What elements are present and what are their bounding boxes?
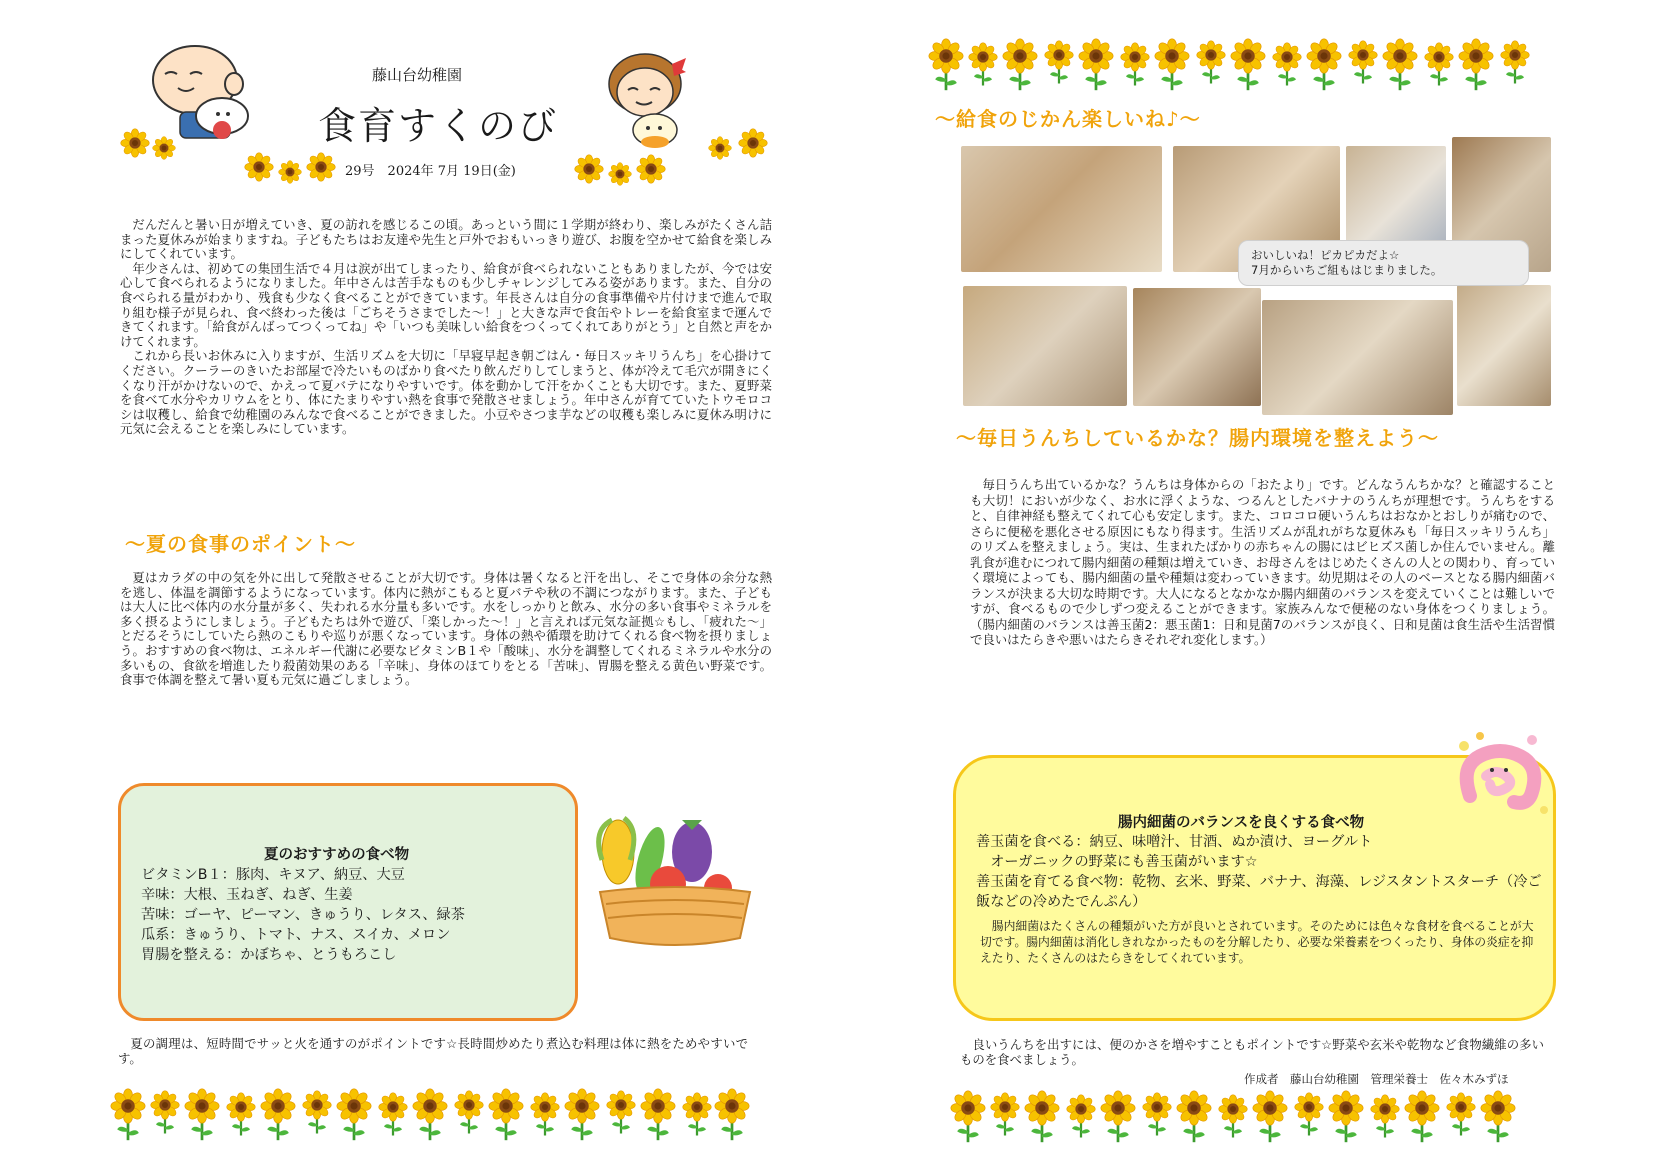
sunflower-icon (738, 128, 768, 158)
summer-meal-paragraph: 夏はカラダの中の気を外に出して発散させることが大切です。身体は暑くなると汗を出し、そこで身体の余分な熱を逃し、体温を調節するようになっています。体内に熱がこもると夏バテや秋の不調につながります。また、子どもは大人に比べ体内の水分量が多く、失われる水分量も多いです。水をしっかりと飲み、水分の多い食事やミネラルを多く摂るようにしましょう。子どもたちは外で遊び、「楽しかった～！」と言えれば元気な証拠☆もし、「疲れた～」とだるそうにしていたら熱のこもりや巡りが悪くなっています。身体の熱や循環を助けてくれる食べ物を摂りましょう。おすすめの食べ物は、エネルギー代謝に必要なビタミンB１や「酸味」、水分を調整してくれるミネラルや水分の多いもの、食欲を増進したり殺菌効果のある「辛味」、身体のほてりをとる「苦味」、胃腸を整える黄色い野菜です。食事で体調を整えて暑い夏も元気に過ごしましょう。 (120, 570, 772, 688)
lunch-photo (1262, 300, 1453, 415)
gut-food-list (976, 832, 1542, 912)
cooking-tip-paragraph: 夏の調理は、短時間でサッと火を通すのがポイントです☆長時間炒めたり煮込む料理は体に熱をためやすいです。 (118, 1036, 748, 1066)
intro-paragraph: これから長いお休みに入りますが、生活リズムを大切に「早寝早起き朝ごはん・毎日スッキリうんち」を心掛けてください。クーラーのきいたお部屋で冷たいものばかり食べたり飲んだりしてしまうと、体が冷えて毛穴が開きにくくなり汗がかけないので、かえって夏バテになりやすいです。体を動かして汗をかくことも大切です。また、夏野菜を食べて水分やカリウムをとり、体にたまりやすい熱を食事で発散させましょう。年中さんが育てていたトウモロコシは収穫し、給食で幼稚園のみんなで食べることができました。小豆やさつま芋などの収穫も楽しみに夏休み明けに元気に会えることを楽しみにしています。 (120, 348, 772, 437)
school-name: 藤山台幼稚園 (372, 66, 463, 84)
intro-text (120, 218, 772, 437)
fiber-tip-paragraph: 良いうんちを出すには、便のかさを増やすこともポイントです☆野菜や玄米や乾物など食物繊維の多いものを食べましょう。 (960, 1037, 1544, 1067)
list-item: 辛味：大根、玉ねぎ、ねぎ、生姜 (141, 887, 353, 903)
sunflower-icon (608, 162, 632, 186)
sunflower-icon (244, 152, 274, 182)
intro-paragraph: 年少さんは、初めての集団生活で４月は涙が出てしまったり、給食が食べられないこともありましたが、今では安心して食べられるようになりました。年中さんは苦手なものも少しチャレンジしてみる姿があります。また、自分の食べられる量がわかり、残食も少なく食べることができています。年長さんは自分の食事準備や片付けまで進んで取り組む様子が見られ、食べ終わった後は「ごちそうさまでした～！」と大きな声で食缶やトレーを給食室まで運んできてくれます。「給食がんばってつくってね」や「いつも美味しい給食をつくってくれてありがとう」と自然と声をかけてくれます。 (120, 260, 772, 349)
sunflower-icon (306, 152, 336, 182)
summer-food-list (141, 865, 465, 965)
speech-bubble (1238, 240, 1529, 286)
bubble-line: おいしいね！ピカピカだよ☆ (1251, 248, 1400, 262)
vegetable-basket-illustration (590, 800, 760, 950)
sunflower-border-bottom-left (110, 1088, 750, 1132)
sunflower-border-bottom-right (950, 1090, 1550, 1134)
intestine-illustration (1450, 726, 1550, 826)
list-item: 善玉菌を食べる：納豆、味噌汁、甘酒、ぬか漬け、ヨーグルト (976, 834, 1373, 850)
newsletter-title: 食育すくのび (318, 104, 559, 148)
issue-date: 29号 2024年 7月 19日(金) (345, 164, 516, 179)
girl-mascot-illustration (600, 52, 700, 152)
sunflower-icon (120, 128, 150, 158)
gut-paragraph: 毎日うんち出ているかな？うんちは身体からの「おたより」です。どんなうんちかな？と確認することも大切！においが少なく、お水に浮くような、つるんとしたバナナのうんちが理想です。うんちをすると、自律神経も整えてくれて心も安定します。また、コロコロ硬いうんちはおなかとおしりが痛むので、さらに便秘を悪化させる原因にもなり得ます。生活リズムが乱れがちな夏休みも「毎日スッキリうんち」のリズムを整えましょう。実は、生まれたばかりの赤ちゃんの腸にはビヒズス菌しか住んでいません。離乳食が進むにつれて腸内細菌の種類は増えていき、お母さんをはじめたくさんの人との関わり、育っていく環境によっても、腸内細菌の量や種類は変わっていきます。幼児期はその人のベースとなる腸内細菌バランスが決まる大切な時期です。大人になるとなかなか腸内細菌のバランスを変えていくことは難しいですが、食べるもので少しずつ変えることができます。家族みんなで便秘のない身体をつくりましょう。（腸内細菌のバランスは善玉菌2：悪玉菌1：日和見菌7のバランスが良く、日和見菌は食生活や生活習慣で良いはたらきや悪いはたらきそれぞれ変化します。） (970, 477, 1555, 647)
gut-heading: ～毎日うんちしているかな？腸内環境を整えよう～ (956, 426, 1439, 450)
list-item: 瓜系：きゅうり、トマト、ナス、スイカ、メロン (141, 927, 451, 943)
gut-text (970, 477, 1555, 648)
intro-paragraph: だんだんと暑い日が増えていき、夏の訪れを感じるこの頃。あっという間に１学期が終わり、楽しみがたくさん詰まった夏休みが始まりますね。子どもたちはお友達や先生と戸外でおもいっきり遊び、お腹を空かせて給食を楽しみにしてくれています。 (120, 217, 772, 262)
sunflower-icon (574, 154, 604, 184)
lunch-photo (1457, 285, 1551, 406)
list-item: オーガニックの野菜にも善玉菌がいます☆ (976, 854, 1258, 870)
fiber-tip-text (960, 1038, 1544, 1067)
summer-meal-heading: ～夏の食事のポイント～ (125, 532, 356, 556)
lunch-photo (963, 286, 1127, 406)
sunflower-icon (708, 136, 732, 160)
list-item: 善玉菌を育てる食べ物：乾物、玄米、野菜、バナナ、海藻、レジスタントスターチ（冷ご飯などの冷めたでんぷん） (976, 874, 1542, 910)
list-item: 苦味：ゴーヤ、ピーマン、きゅうり、レタス、緑茶 (141, 907, 465, 923)
sunflower-border-top-right (928, 38, 1548, 82)
gut-food-box-title: 腸内細菌のバランスを良くする食べ物 (1118, 815, 1365, 831)
summer-food-box (118, 783, 578, 1021)
bubble-line: 7月からいちご組もはじまりました。 (1251, 263, 1443, 277)
cooking-tip-text (118, 1037, 748, 1066)
sunflower-icon (278, 160, 302, 184)
lunch-photo (961, 146, 1162, 272)
author-credit: 作成者 藤山台幼稚園 管理栄養士 佐々木みずほ (1244, 1072, 1509, 1086)
list-item: 胃腸を整える：かぼちゃ、とうもろこし (141, 947, 397, 963)
gut-food-note: 腸内細菌はたくさんの種類がいた方が良いとされています。そのためには色々な食材を食べることが大切です。腸内細菌は消化しきれなかったものを分解したり、必要な栄養素をつくったり、身体の炎症を抑えたり、たくさんのはたらきをしてくれています。 (980, 919, 1534, 965)
summer-food-box-title: 夏のおすすめの食べ物 (264, 847, 410, 863)
lunch-time-heading: ～給食のじかん楽しいね♪～ (935, 107, 1201, 131)
sunflower-icon (152, 136, 176, 160)
summer-meal-text (120, 571, 772, 688)
lunch-photo (1133, 288, 1261, 406)
baby-mascot-illustration (140, 40, 260, 144)
sunflower-icon (636, 154, 666, 184)
list-item: ビタミンB１：豚肉、キヌア、納豆、大豆 (141, 867, 405, 883)
